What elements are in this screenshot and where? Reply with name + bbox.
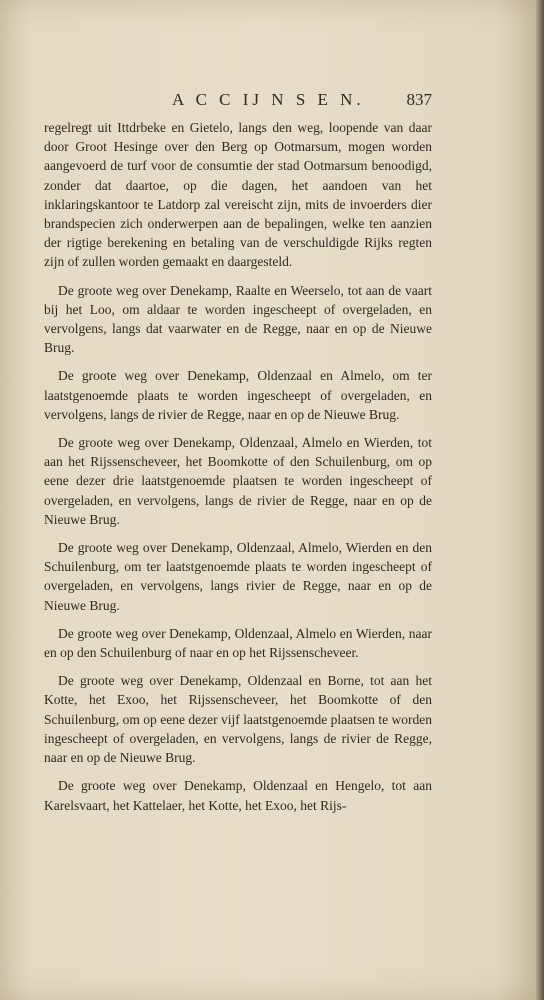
paragraph: De groote weg over Denekamp, Oldenzaal en Hengelo, tot aan Karelsvaart, het Kattelaer, het Kotte, het Exoo, het Rijs- [44, 778, 432, 813]
paragraph: De groote weg over Denekamp, Oldenzaal, Almelo en Wierden, naar en op den Schuilenburg of naar en op het Rijssenscheveer. [44, 625, 432, 661]
page-number: 837 [406, 90, 432, 109]
paragraph: De groote weg over Denekamp, Oldenzaal en Almelo, om ter laatstgenoemde plaats te worden ingescheept of overgeladen, en vervolgens, langs de rivier de Regge, naar en op de Nieuwe Brug. [44, 368, 432, 422]
paragraph: De groote weg over Denekamp, Raalte en Weerselo, tot aan de vaart bij het Loo, om aldaar te worden ingescheept of overgeladen, en vervolgens, langs dat vaarwater en de Regge, naar en op de Nieuwe Brug. [44, 282, 432, 356]
body-text [44, 118, 432, 824]
paragraph: De groote weg over Denekamp, Oldenzaal, Almelo en Wierden, tot aan het Rijssenscheveer, het Boomkotte of den Schuilenburg, om op eene dezer drie laatstgenoemde plaatsen te worden ingescheept of overgeladen, en vervolgens, langs de rivier de Regge, naar en op de Nieuwe Brug. [44, 435, 432, 527]
running-title: A C C IJ N S E N. [172, 90, 365, 109]
page-edge-shadow [536, 0, 544, 1000]
page-header [44, 90, 432, 114]
paragraph: De groote weg over Denekamp, Oldenzaal en Borne, tot aan het Kotte, het Exoo, het Rijssenscheveer, het Boomkotte of den Schuilenburg, om op eene dezer vijf laatstgenoemde plaatsen te worden ingescheept of overgeladen, en vervolgens, langs de rivier de Regge, naar en op de Nieuwe Brug. [44, 673, 432, 766]
paragraph: regelregt uit Ittdrbeke en Gietelo, langs den weg, loopende van daar door Groot Hesinge over den Berg op Ootmarsum, mogen worden aangevoerd de turf voor de consumtie der stad Ootmarsum benoodigd, zonder dat daartoe, op die dagen, het aandoen van het inklaringskantoor te Latdorp zal vereischt zijn, mits de invoerders dier brandspecien zich onderwerpen aan de bepalingen, welke ten aanzien der rigtige berekening en betaling van de verschuldigde Rijks regten zijn of zullen worden gemaakt en daargesteld. [44, 120, 432, 270]
paragraph: De groote weg over Denekamp, Oldenzaal, Almelo, Wierden en den Schuilenburg, om ter laatstgenoemde plaats te worden ingescheept of overgeladen, en vervolgens, langs rivier de Regge, naar en op de Nieuwe Brug. [44, 540, 432, 613]
